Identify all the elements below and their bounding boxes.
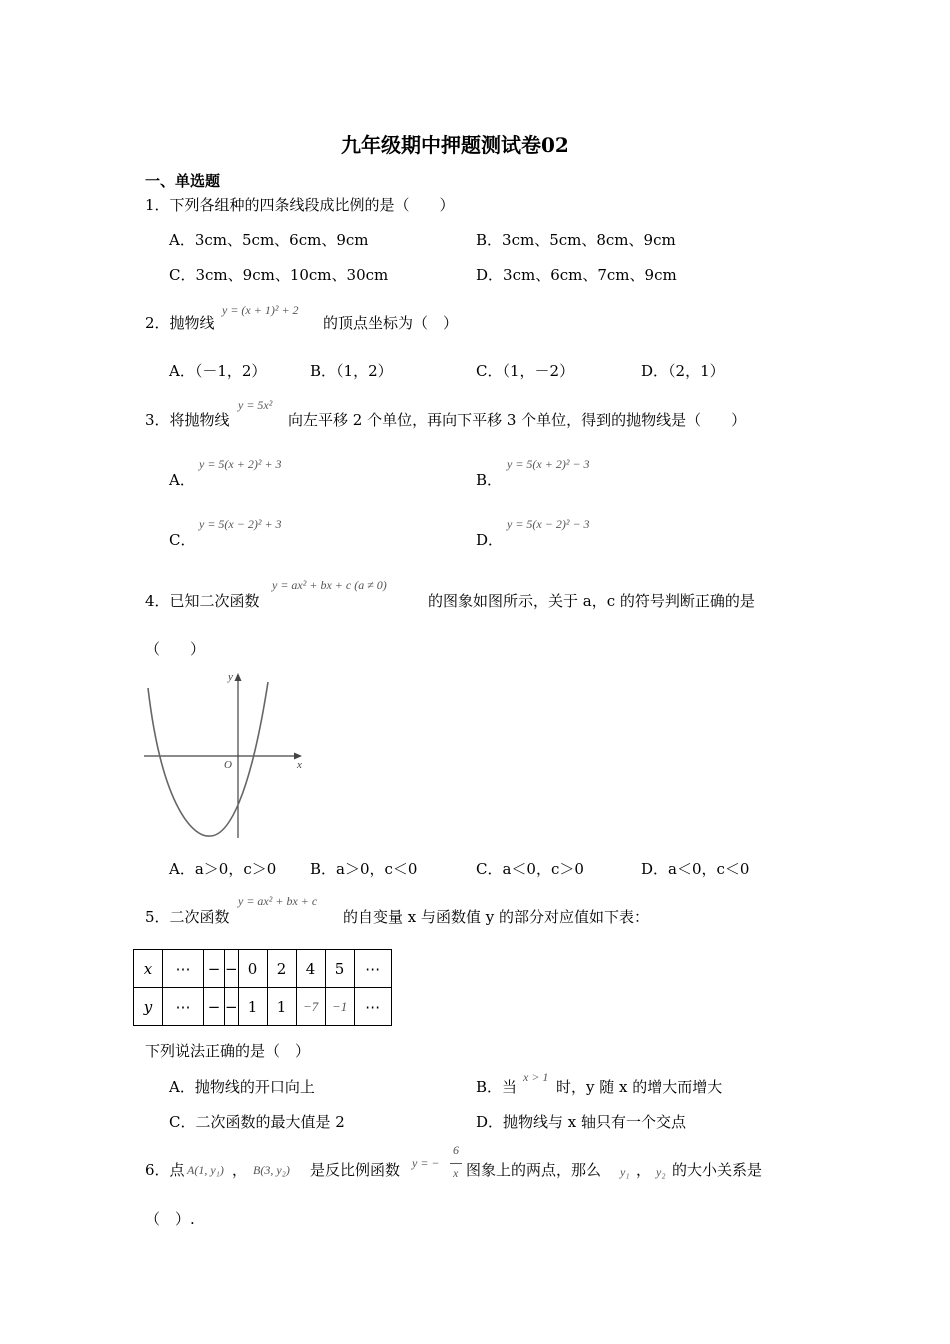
q6-stem-mid: 是反比例函数 [310, 1161, 401, 1179]
q4-stem-post: 的图象如图所示，关于 a，c 的符号判断正确的是 [428, 592, 755, 610]
q4-option-d[interactable]: D．a＜0，c＜0 [641, 860, 750, 878]
q3-formula: y = 5x² [238, 398, 273, 412]
q5-option-b-pre[interactable]: B．当 [476, 1078, 518, 1096]
q1-stem: 1．下列各组种的四条线段成比例的是（ ） [145, 196, 455, 214]
table-cell: x [134, 950, 163, 988]
table-row-x [134, 950, 392, 988]
page-title: 九年级期中押题测试卷02 [341, 133, 569, 157]
q6-stem-pre: 6．点 [145, 1161, 185, 1179]
q6-stem-mid2: 图象上的两点，那么 [466, 1161, 602, 1179]
table-cell: 4 [296, 950, 325, 988]
table-cell: y [134, 988, 163, 1026]
q3-stem-post: 向左平移 2 个单位，再向下平移 3 个单位，得到的抛物线是（ ） [288, 411, 747, 429]
x-axis-label: x [297, 759, 302, 771]
q5-formula: y = ax² + bx + c [238, 894, 318, 908]
parabola-curve [148, 682, 268, 836]
q6-comma: ， [232, 1161, 248, 1179]
q3-option-c-formula[interactable]: y = 5(x − 2)² + 3 [199, 517, 282, 531]
table-cell: 1 [238, 988, 267, 1026]
q5-option-c[interactable]: C．二次函数的最大值是 2 [169, 1113, 345, 1131]
q6-formula-denominator: x [453, 1166, 459, 1180]
q3-option-b-label[interactable]: B． [476, 471, 503, 489]
q6-stem-post: 的大小关系是 [672, 1161, 763, 1179]
q1-option-c[interactable]: C．3cm、9cm、10cm、30cm [169, 266, 389, 284]
q6-y1: y₁ [620, 1165, 630, 1179]
q5-option-d[interactable]: D．抛物线与 x 轴只有一个交点 [476, 1113, 687, 1131]
q5-value-table [133, 949, 392, 1026]
q2-stem-post: 的顶点坐标为（ ） [323, 314, 459, 332]
q4-option-a[interactable]: A．a＞0，c＞0 [169, 860, 277, 878]
table-cell: −1 [325, 988, 354, 1026]
table-cell: 0 [238, 950, 267, 988]
section-heading: 一、单选题 [145, 172, 221, 190]
table-row-y [134, 988, 392, 1026]
q1-option-b[interactable]: B．3cm、5cm、8cm、9cm [476, 231, 676, 249]
q4-paren: （ ） [145, 640, 206, 658]
q6-fraction-bar [450, 1163, 462, 1164]
q6-y2: y₂ [656, 1165, 666, 1179]
table-cell: ⋯ [163, 950, 204, 988]
q5-option-a[interactable]: A．抛物线的开口向上 [169, 1078, 315, 1096]
q3-option-b-formula[interactable]: y = 5(x + 2)² − 3 [507, 457, 590, 471]
origin-label: O [224, 759, 232, 771]
y-axis-label: y [228, 671, 233, 683]
q3-option-a-label[interactable]: A． [169, 471, 195, 489]
q5-option-b-post[interactable]: 时，y 随 x 的增大而增大 [556, 1078, 723, 1096]
table-cell: ⋯ [354, 950, 391, 988]
table-cell: − [204, 950, 225, 988]
q2-formula: y = (x + 1)² + 2 [222, 303, 299, 317]
table-cell: − [225, 950, 239, 988]
q2-option-b[interactable]: B．（1，2） [310, 362, 393, 380]
q3-option-d-label[interactable]: D． [476, 531, 504, 549]
q2-stem-pre: 2．抛物线 [145, 314, 215, 332]
q2-option-a[interactable]: A．（－1，2） [169, 362, 267, 380]
table-cell: 2 [267, 950, 296, 988]
q6-formula-numerator: 6 [453, 1143, 459, 1157]
table-cell: 5 [325, 950, 354, 988]
q1-option-a[interactable]: A．3cm、5cm、6cm、9cm [169, 231, 369, 249]
q4-formula: y = ax² + bx + c (a ≠ 0) [272, 578, 387, 592]
q6-point-b: B(3, y₂) [253, 1163, 290, 1177]
q5-option-b-formula[interactable]: x > 1 [523, 1070, 549, 1084]
q6-formula-lhs: y = − [412, 1156, 440, 1170]
q6-paren: （ ）. [145, 1210, 195, 1228]
table-cell: −7 [296, 988, 325, 1026]
table-cell: 1 [267, 988, 296, 1026]
q5-stem-pre: 5．二次函数 [145, 908, 230, 926]
q3-stem-pre: 3．将抛物线 [145, 411, 230, 429]
q3-option-c-label[interactable]: C． [169, 531, 196, 549]
q5-stem-post: 的自变量 x 与函数值 y 的部分对应值如下表： [343, 908, 650, 926]
table-cell: ⋯ [163, 988, 204, 1026]
q3-option-a-formula[interactable]: y = 5(x + 2)² + 3 [199, 457, 282, 471]
q4-option-c[interactable]: C．a＜0，c＞0 [476, 860, 584, 878]
q4-parabola-graph [140, 668, 310, 843]
table-cell: − [225, 988, 239, 1026]
table-cell: − [204, 988, 225, 1026]
q6-point-a: A(1, y₁) [187, 1163, 224, 1177]
q2-option-c[interactable]: C．（1，－2） [476, 362, 575, 380]
q1-option-d[interactable]: D．3cm、6cm、7cm、9cm [476, 266, 677, 284]
y-axis-arrow [235, 673, 242, 681]
q4-stem-pre: 4．已知二次函数 [145, 592, 260, 610]
q3-option-d-formula[interactable]: y = 5(x − 2)² − 3 [507, 517, 590, 531]
table-cell: ⋯ [354, 988, 391, 1026]
q2-option-d[interactable]: D．（2，1） [641, 362, 725, 380]
q4-option-b[interactable]: B．a＞0，c＜0 [310, 860, 418, 878]
q5-after-table: 下列说法正确的是（ ） [145, 1042, 311, 1060]
q6-comma2: ， [636, 1161, 652, 1179]
